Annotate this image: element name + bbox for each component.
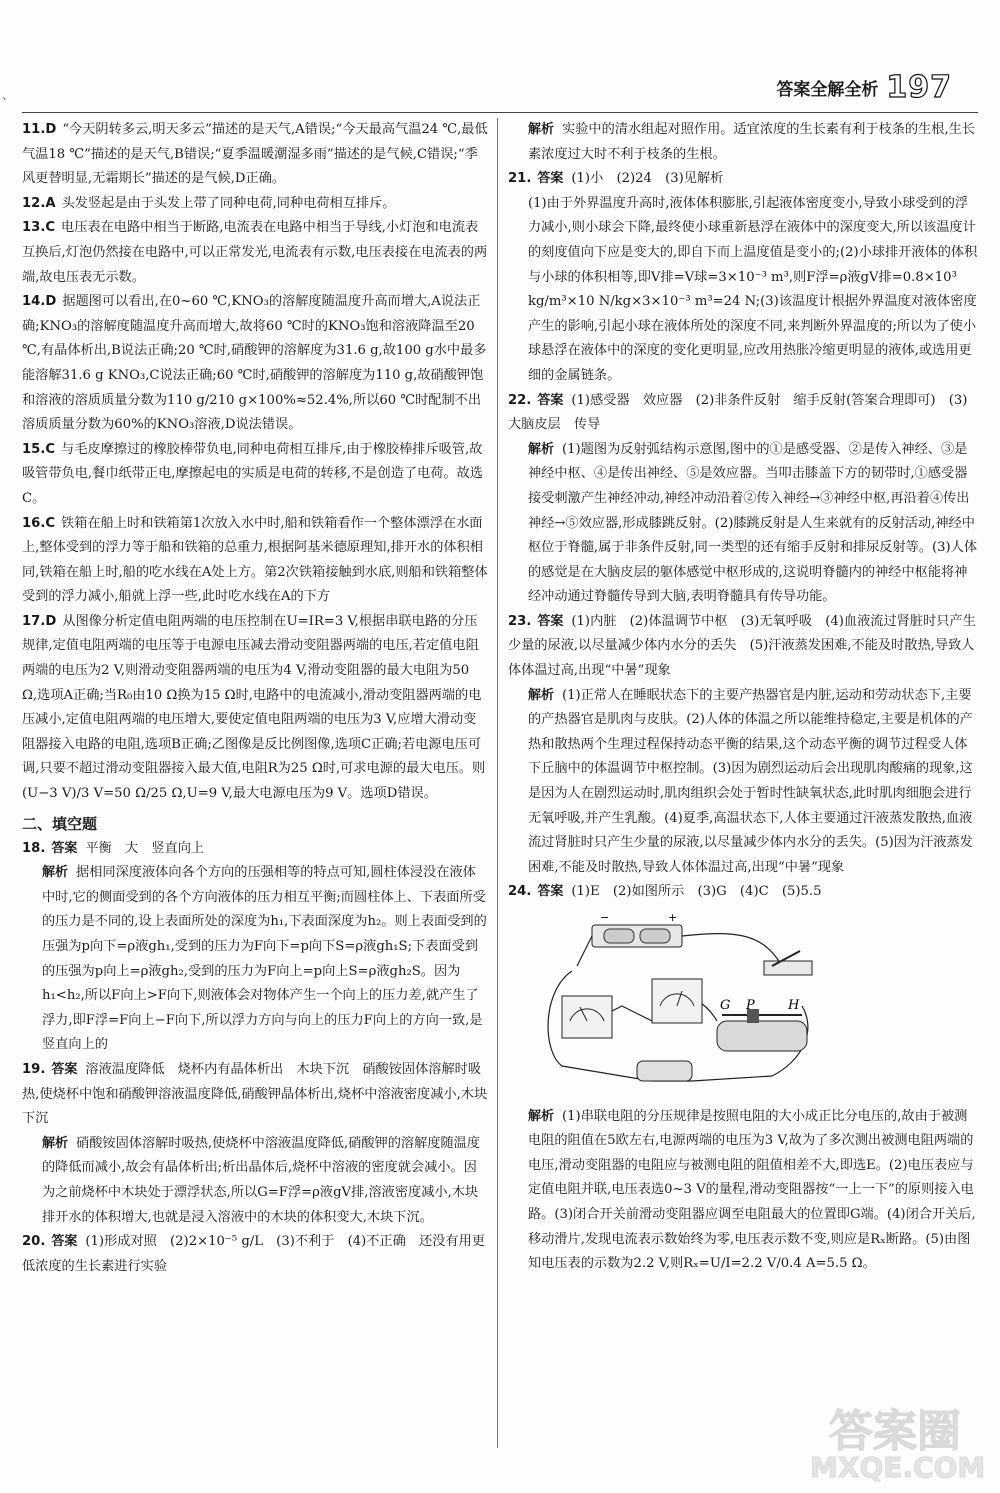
analysis-text: 硝酸铵固体溶解时吸热,使烧杯中溶液温度降低,硝酸钾的溶解度随温度的降低而减小,故会有晶体析出;析出晶体后,烧杯中溶液的密度就会减小。因为之前烧杯中木块处于漂浮状态,所以G=F浮=ρ液gV排,溶液密度减小,木块排开水的体积增大,也就是浸入溶液中的木块的体积变大,木块下沉。 [42, 1135, 481, 1225]
circuit-diagram [532, 911, 832, 1091]
answer-tag: 答案 [51, 1234, 78, 1250]
voltmeter-icon [652, 979, 702, 1023]
margin-mark: 、 [2, 88, 15, 102]
wire [577, 936, 592, 966]
answer-text: 平衡 大 竖直向上 [85, 840, 205, 856]
answer-text: (1)形成对照 (2)2×10⁻⁵ g/L (3)不利于 (4)不正确 还没有用更低浓度的生长素进行实验 [22, 1234, 485, 1274]
item-number: 11.D [22, 122, 57, 137]
answer-tag: 答案 [51, 1061, 78, 1077]
answer-text: (1)内脏 (2)体温调节中枢 (3)无氧呼吸 (4)血液流过肾脏时只产生少量的尿液,以尽量减少体内水分的丢失 (5)汗液蒸发困难,不能及时散热,导致人体体温过高,出现“中暑”现象 [508, 613, 976, 679]
battery-icon [592, 925, 682, 947]
answer-item [22, 512, 488, 610]
answer-item [22, 290, 488, 438]
item-number: 22. [508, 392, 532, 408]
item-text: 电压表在电路中相当于断路,电流表在电路中相当于导线,小灯泡和电流表互换后,灯泡仍然接在电路中,可以正常发光,电流表有示数,电压表接在电流表的两端,故电压表无示数。 [22, 220, 488, 285]
analysis-text: (1)题图为反射弧结构示意图,图中的①是感受器、②是传入神经、③是神经中枢、④是传出神经、⑤是效应器。当叩击膝盖下方的韧带时,①感受器接受刺激产生神经冲动,神经冲动沿着②传入神经→③神经中枢,再沿着④传出神经→⑤效应器,形成膝跳反射。(2)膝跳反射是人生来就有的反射活动,神经中枢位于脊髓,属于非条件反射,同一类型的还有缩手反射和排尿反射等。(3)人体的感觉是在大脑皮层的躯体感觉中枢形成的,这说明脊髓内的神经中枢能将神经冲动通过脊髓传导到大脑,表明脊髓具有传导功能。 [528, 441, 978, 605]
analysis-text: (1)正常人在睡眠状态下的主要产热器官是内脏,运动和劳动状态下,主要的产热器官是肌肉与皮肤。(2)人体的体温之所以能维持稳定,主要是机体的产热和散热两个生理过程保持动态平衡的结果,这个动态平衡的调节过程受人体下丘脑中的体温调节中枢控制。(3)因为剧烈运动后会出现肌肉酸痛的现象,这是因为人在剧烈运动时,肌肉组织会处于暂时性缺氧状态,此时肌肉细胞会进行无氧呼吸,并产生乳酸。(4)夏季,高温状态下,人体主要通过汗液蒸发散热,血液流过肾脏时只产生少量的尿液,以尽量减少体内水分的丢失。(5)因为汗液蒸发困难,不能及时散热,导致人体体温过高,出现“中暑”现象 [528, 687, 973, 875]
answer-item [22, 1058, 488, 1132]
analysis-tag: 解析 [42, 865, 69, 881]
analysis-tag: 解析 [528, 122, 555, 137]
analysis-text: 据相同深度液体向各个方向的压强相等的特点可知,圆柱体浸没在液体中时,它的侧面受到的各个方向液体的压力相互平衡;而圆柱体上、下表面所受的压力是不同的,设上表面所处的深度为h₁,下表面深度为h₂。则上表面受到的压强为p向下=ρ液gh₁,受到的压力为F向下=p向下S=ρ液gh₁S;下表面受到的压强为p向上=ρ液gh₂,受到的压力为F向上=p向上S=ρ液gh₂S。因为h₁<h₂,所以F向上>F向下,则液体会对物体产生一个向上的压力差,就产生了浮力,即F浮=F向上−F向下,所以浮力方向与向上的压力F向上的方向一致,是竖直向上的 [42, 865, 487, 1053]
ammeter-icon [562, 996, 612, 1038]
label-p: P [746, 998, 755, 1013]
item-text: 与毛皮摩擦过的橡胶棒带负电,同种电荷相互排斥,由于橡胶棒排斥吸管,故吸管带负电,餐巾纸带正电,摩擦起电的实质是电荷的转移,不是创造了电荷。故选C。 [22, 441, 483, 506]
analysis-block [22, 861, 488, 1058]
watermark-line2: MXQE.COM [810, 1451, 986, 1484]
answer-item [508, 389, 978, 438]
answer-item [22, 1230, 488, 1279]
answer-tag: 答案 [51, 840, 78, 856]
label-g: G [720, 998, 731, 1013]
switch-icon [764, 951, 812, 975]
item-text: 头发竖起是由于头发上带了同种电荷,同种电荷相互排斥。 [61, 195, 396, 211]
analysis-text: (1)由于外界温度升高时,液体体积膨胀,引起液体密度变小,导致小球受到的浮力减小,则小球会下降,最终使小球重新悬浮在液体中的深度变大,所以该温度计的刻度值向下应是变大的,即自下而上温度值是变小的;(2)小球排开液体的体积与小球的体积相等,即V排=V球=3×10⁻³ m³,则F浮=ρ液gV排=0.8×10³ kg/m³×10 N/kg×3×10⁻³ m³=24 N;(3)该温度计根据外界温度对液体密度产生的影响,引起小球在液体所处的深度不同,来判断外界温度的;所以为了使小球悬浮在液体中的深度的变化更明显,应改用热胀冷缩更明显的液体,或选用更细的金属链条。 [528, 195, 978, 383]
section-title: 二、填空题 [22, 814, 98, 833]
item-number: 16.C [22, 515, 56, 531]
answer-item [22, 837, 488, 862]
answer-item [22, 438, 488, 512]
answer-text: (1)E (2)如图所示 (3)G (4)C (5)5.5 [571, 884, 822, 900]
item-text: 铁箱在船上时和铁箱第1次放入水中时,船和铁箱看作一个整体漂浮在水面上,整体受到的浮力等于船和铁箱的总重力,根据阿基米德原理知,排开水的体积相同,铁箱在船上时,船的吃水线在A处上方。第2次铁箱接触到水底,则船和铁箱整体受到的浮力减小,船就上浮一些,此时吃水线在A的下方 [22, 515, 488, 605]
item-text: “今天阴转多云,明天多云”描述的是天气,A错误;“今天最高气温24 ℃,最低气温18 ℃”描述的是天气,B错误;“夏季温暖潮湿多雨”描述的是气候,C错误;“季风更替明显,无霜期长”描述的是气候,D正确。 [22, 122, 488, 187]
page-header [776, 70, 952, 105]
item-number: 18. [22, 840, 46, 856]
analysis-block [508, 118, 978, 167]
answer-tag: 答案 [537, 392, 564, 408]
analysis-block [22, 1132, 488, 1230]
battery-minus-label: − [600, 911, 610, 924]
label-h: H [788, 998, 800, 1013]
answer-tag: 答案 [537, 171, 564, 187]
column-divider [497, 118, 498, 1448]
answer-item [22, 216, 488, 290]
answer-item [22, 118, 488, 192]
watermark-logo [810, 1395, 986, 1485]
item-number: 21. [508, 171, 532, 187]
header-title: 答案全解全析 [776, 80, 879, 100]
analysis-block [508, 438, 978, 610]
item-number: 24. [508, 884, 532, 900]
item-number: 20. [22, 1234, 46, 1250]
item-number: 13.C [22, 220, 56, 236]
item-number: 15.C [22, 441, 56, 457]
answer-text: 溶液温度降低 烧杯内有晶体析出 木块下沉 硝酸铵固体溶解时吸热,使烧杯中饱和硝酸钾溶液温度降低,硝酸钾晶体析出,烧杯中溶液密度减小,木块下沉 [22, 1061, 488, 1127]
analysis-text: (1)串联电阻的分压规律是按照电阻的大小成正比分电压的,故由于被测电阻的阻值在5欧左右,电源两端的电压为3 V,故为了多次测出被测电阻两端的电压,滑动变阻器的电阻应与被测电阻的阻值相差不大,即选E。(2)电压表应与定值电阻并联,电压表选0~3 V的量程,滑动变阻器按“一上一下”的原则接入电路。(3)闭合开关前滑动变阻器应调至电阻最大的位置即G端。(4)闭合开关后,移动滑片,发现电流表示数始终为零,电压表示数不变,则应是Rₓ断路。(5)由图知电压表的示数为2.2 V,则Rₓ=U/I=2.2 V/0.4 A=5.5 Ω。 [528, 1108, 976, 1272]
right-column [508, 118, 978, 1277]
item-number: 12.A [22, 195, 56, 211]
header-rule [22, 112, 978, 113]
item-number: 19. [22, 1061, 46, 1077]
answer-tag: 答案 [537, 613, 564, 629]
analysis-tag: 解析 [528, 687, 555, 703]
resistor-icon [637, 1061, 692, 1081]
answer-item [508, 880, 978, 905]
item-number: 17.D [22, 613, 57, 629]
page-number: 197 [886, 70, 952, 105]
analysis-block [508, 1105, 978, 1277]
watermark-line1: 答案圈 [829, 1406, 961, 1457]
analysis-block [508, 192, 978, 389]
answer-item [22, 610, 488, 807]
analysis-text: 实验中的清水组起对照作用。适宜浓度的生长素有利于枝条的生根,生长素浓度过大时不利于枝条的生根。 [528, 122, 976, 162]
answer-item [508, 167, 978, 192]
answer-text: (1)小 (2)24 (3)见解析 [571, 171, 724, 187]
analysis-tag: 解析 [528, 1108, 555, 1124]
rheostat-icon [717, 1009, 807, 1051]
analysis-tag: 解析 [528, 441, 555, 457]
answer-text: (1)感受器 效应器 (2)非条件反射 缩手反射(答案合理即可) (3)大脑皮层 传导 [508, 392, 968, 433]
left-column [22, 118, 488, 1279]
item-number: 23. [508, 613, 532, 629]
battery-plus-label: + [668, 911, 678, 924]
item-number: 14.D [22, 294, 57, 310]
analysis-block [508, 684, 978, 881]
answer-tag: 答案 [537, 884, 564, 900]
answer-item [22, 192, 488, 217]
answer-item [508, 610, 978, 684]
item-text: 据题图可以看出,在0~60 ℃,KNO₃的溶解度随温度升高而增大,A说法正确;KNO₃的溶解度随温度升高而增大,故将60 ℃时的KNO₃饱和溶液降温至20 ℃,有晶体析出,B说法正确;20 ℃时,硝酸钾的溶解度为31.6 g,故100 g水中最多能溶解31.6 g KNO₃,C说法正确;60 ℃时,硝酸钾的溶解度为110 g,故硝酸钾饱和溶液的溶质质量分数为110 g/210 g×100%≈52.4%,所以60 ℃时配制不出溶质质量分数为60%的KNO₃溶液,D说法错误。 [22, 294, 487, 433]
analysis-tag: 解析 [42, 1135, 69, 1151]
item-text: 从图像分析定值电阻两端的电压控制在U=IR=3 V,根据串联电路的分压规律,定值电阻两端的电压等于电源电压减去滑动变阻器两端的电压,若定值电阻两端的电压为2 V,则滑动变阻器两端的电压为4 V,滑动变阻器的最大电阻为50 Ω,选项A正确;当R₀由10 Ω换为15 Ω时,电路中的电流减小,滑动变阻器两端的电压减小,定值电阻两端的电压增大,要使定值电阻两端的电压为3 V,应增大滑动变阻器接入电路的电阻,选项B正确;乙图像是反比例图像,选项C正确;若电源电压可调,只要不超过滑动变阻器接入最大值,电阻R为25 Ω时,可求电源的最大电压。则(U−3 V)/3 V=50 Ω/25 Ω,U=9 V,最大电源电压为9 V。选项D错误。 [22, 613, 486, 802]
